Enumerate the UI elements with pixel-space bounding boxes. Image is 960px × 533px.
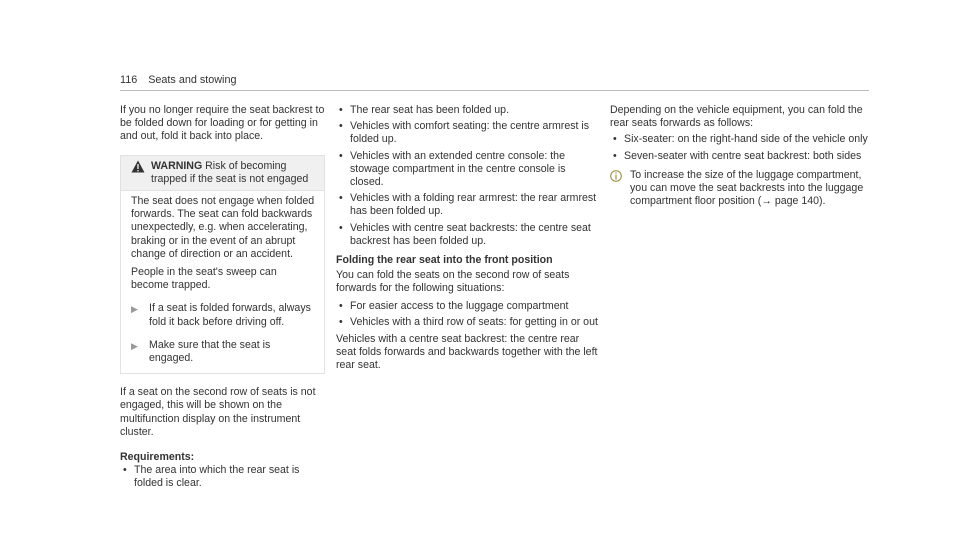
requirements-list: [120, 464, 325, 490]
requirements-heading: Requirements:: [120, 451, 195, 464]
warning-text-1: The seat does not engage when folded forwards. The seat can fold backwards unexpectedly, e.g. when accelerating, braking or in the event of an abrupt change of direction or an accident.: [131, 195, 315, 260]
step-arrow-icon: ▶: [131, 304, 138, 315]
equipment-intro: Depending on the vehicle equipment, you can fold the rear seats forwards as follows:: [610, 104, 863, 130]
requirements-list-continued: [336, 104, 598, 248]
warning-step-text: If a seat is folded forwards, always fold it back before driving off.: [149, 302, 311, 328]
column-3: [610, 104, 870, 208]
header-rule: [120, 90, 869, 91]
chapter-title: Seats and stowing: [148, 74, 237, 86]
warning-step: [131, 302, 316, 328]
warning-triangle-icon: [131, 160, 145, 173]
page-number: 116: [120, 74, 138, 86]
list-item: • Vehicles with comfort seating: the centre armrest is folded up.: [336, 120, 598, 146]
step-arrow-icon: ▶: [131, 340, 138, 351]
list-item: • The area into which the rear seat is folded is clear.: [120, 464, 325, 490]
section-intro: You can fold the seats on the second row of seats forwards for the following situations:: [336, 269, 570, 295]
tip-note: [610, 169, 870, 209]
options-list: [610, 133, 870, 162]
warning-box: [120, 155, 325, 375]
list-item: • Seven-seater with centre seat backrest: both sides: [610, 150, 870, 163]
centre-backrest-note: Vehicles with a centre seat backrest: the centre rear seat folds forwards and backwards together with the left rear seat.: [336, 333, 598, 372]
column-1: [120, 104, 325, 494]
intro-paragraph: If you no longer require the seat backrest to be folded down for loading or for getting in and out, fold it back into place.: [120, 104, 325, 143]
list-item: • The rear seat has been folded up.: [336, 104, 598, 117]
warning-label: WARNING: [151, 159, 203, 172]
warning-title: Risk of becoming trapped if the seat is not engaged: [151, 159, 309, 185]
column-2: [336, 104, 598, 373]
list-item: • Vehicles with an extended centre console: the stowage compartment in the centre console is closed.: [336, 150, 598, 190]
info-icon: [610, 170, 622, 182]
list-item: • Vehicles with a folding rear armrest: the rear armrest has been folded up.: [336, 192, 598, 218]
warning-body: [121, 190, 324, 373]
section-heading: Folding the rear seat into the front position: [336, 254, 553, 267]
warning-step-text: Make sure that the seat is engaged.: [149, 338, 271, 365]
list-item: • Vehicles with centre seat backrests: the centre seat backrest has been folded up.: [336, 222, 598, 248]
warning-header: [121, 156, 324, 190]
engagement-note: If a seat on the second row of seats is not engaged, this will be shown on the multifunction display on the instrument cluster.: [120, 386, 316, 438]
warning-text-2: People in the seat's sweep can become trapped.: [131, 266, 277, 292]
page-header: [120, 74, 236, 87]
tip-text: To increase the size of the luggage compartment, you can move the seat backrests into the luggage compartment floor position (→ page 140).: [630, 168, 864, 208]
situations-list: [336, 300, 598, 329]
list-item: • For easier access to the luggage compartment: [336, 300, 598, 313]
list-item: • Vehicles with a third row of seats: for getting in or out: [336, 316, 598, 329]
warning-step: [131, 339, 316, 365]
list-item: • Six-seater: on the right-hand side of the vehicle only: [610, 133, 870, 146]
